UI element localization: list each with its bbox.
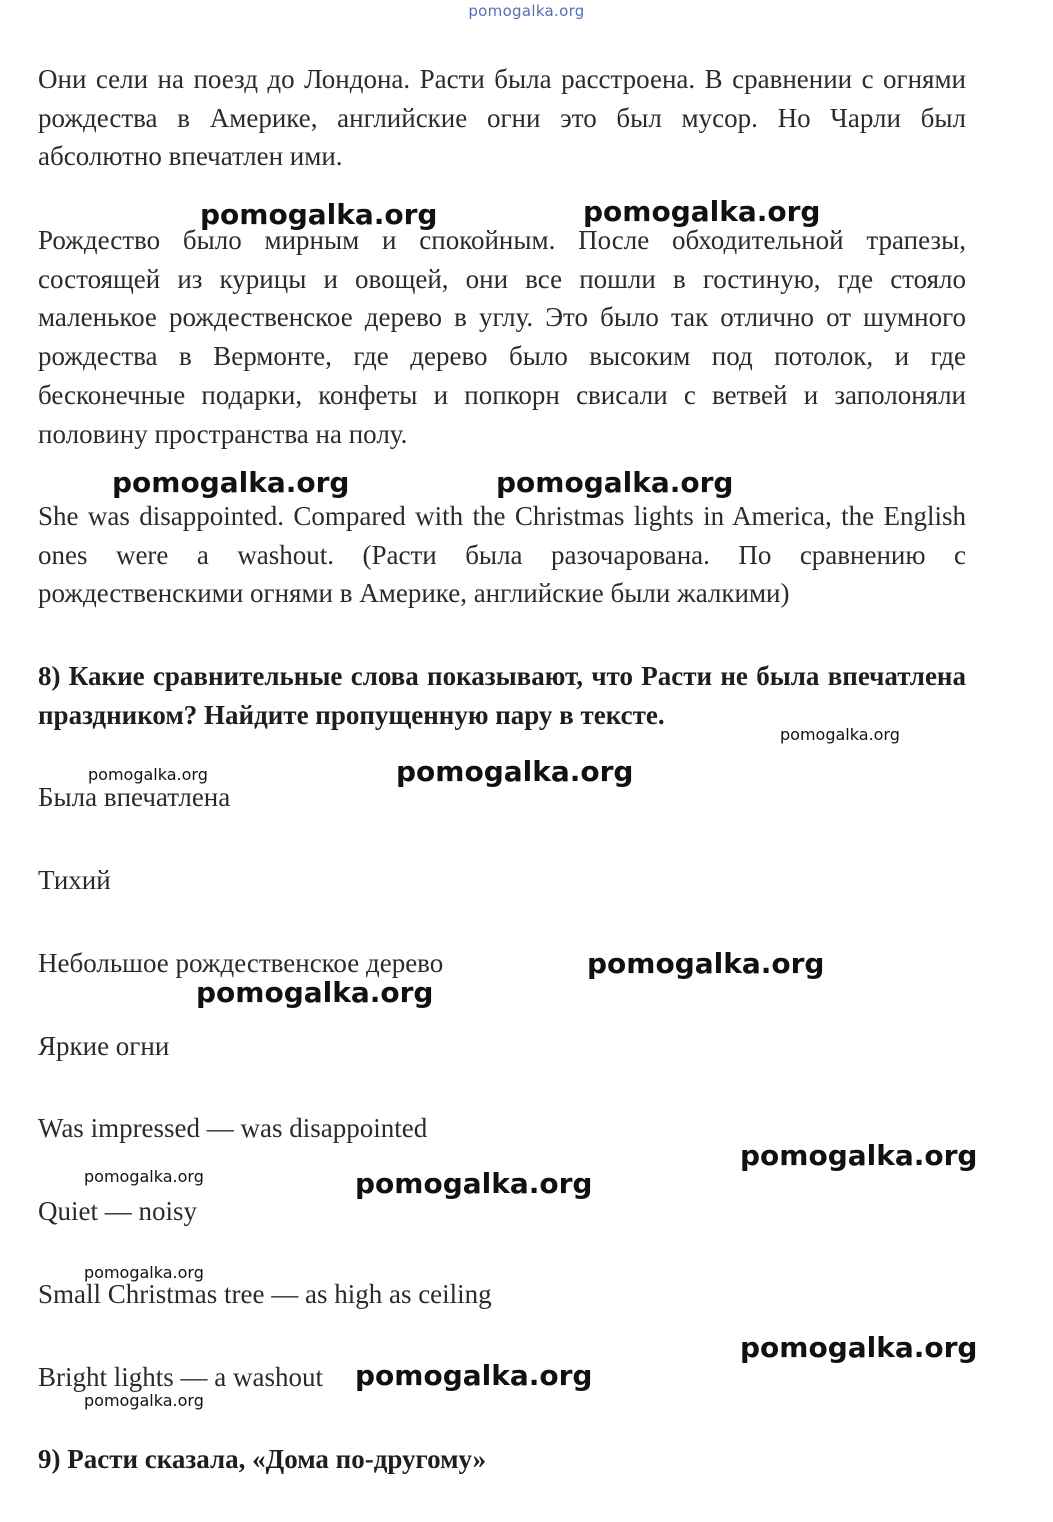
answer-pair: Quiet — noisy — [38, 1196, 197, 1226]
watermark: pomogalka.org — [84, 1263, 204, 1282]
watermark: pomogalka.org — [84, 1391, 204, 1410]
answer-pair: Was impressed — was disappointed — [38, 1113, 428, 1143]
question-8-heading: 8) Какие сравнительные слова показывают, что Расти не была впечатлена праздником? Найдите пропущенную пару в тексте. — [38, 661, 966, 730]
watermark: pomogalka.org — [583, 195, 821, 228]
answer-item: Была впечатлена — [38, 782, 231, 812]
watermark: pomogalka.org — [396, 755, 634, 788]
watermark: pomogalka.org — [355, 1359, 593, 1392]
watermark: pomogalka.org — [112, 466, 350, 499]
watermark: pomogalka.org — [88, 765, 208, 784]
paragraph-english-translation: She was disappointed. Compared with the Christmas lights in America, the English ones were a washout. (Расти была разочарована. По сравнению с рождественскими огнями в Америке, английские были жалкими) — [38, 501, 966, 609]
answer-item: Тихий — [38, 865, 111, 895]
watermark: pomogalka.org — [587, 947, 825, 980]
watermark: pomogalka.org — [740, 1139, 978, 1172]
watermark: pomogalka.org — [355, 1167, 593, 1200]
answer-pair: Small Christmas tree — as high as ceiling — [38, 1279, 492, 1309]
answer-item: Яркие огни — [38, 1031, 170, 1061]
answer-item: Небольшое рождественское дерево — [38, 948, 444, 978]
answer-pair: Bright lights — a washout — [38, 1362, 323, 1392]
top-watermark: pomogalka.org — [468, 2, 585, 20]
watermark: pomogalka.org — [84, 1167, 204, 1186]
watermark: pomogalka.org — [740, 1331, 978, 1364]
watermark: pomogalka.org — [780, 725, 900, 744]
watermark: pomogalka.org — [496, 466, 734, 499]
paragraph-christmas-peaceful: Рождество было мирным и спокойным. После обходительной трапезы, состоящей из курицы и овощей, они все пошли в гостиную, где стояло маленькое рождественское дерево в углу. Это было так отлично от шумного рождества в Вермонте, где дерево было высоким под потолок, и где бесконечные подарки, конфеты и попкорн свисали с ветвей и заполоняли половину пространства на полу. — [38, 225, 966, 449]
watermark: pomogalka.org — [196, 976, 434, 1009]
paragraph-train-london: Они сели на поезд до Лондона. Расти была расстроена. В сравнении с огнями рождества в Америке, английские огни это был мусор. Но Чарли был абсолютно впечатлен ими. — [38, 64, 966, 172]
watermark: pomogalka.org — [200, 198, 438, 231]
question-9-heading: 9) Расти сказала, «Дома по-другому» — [38, 1444, 487, 1474]
